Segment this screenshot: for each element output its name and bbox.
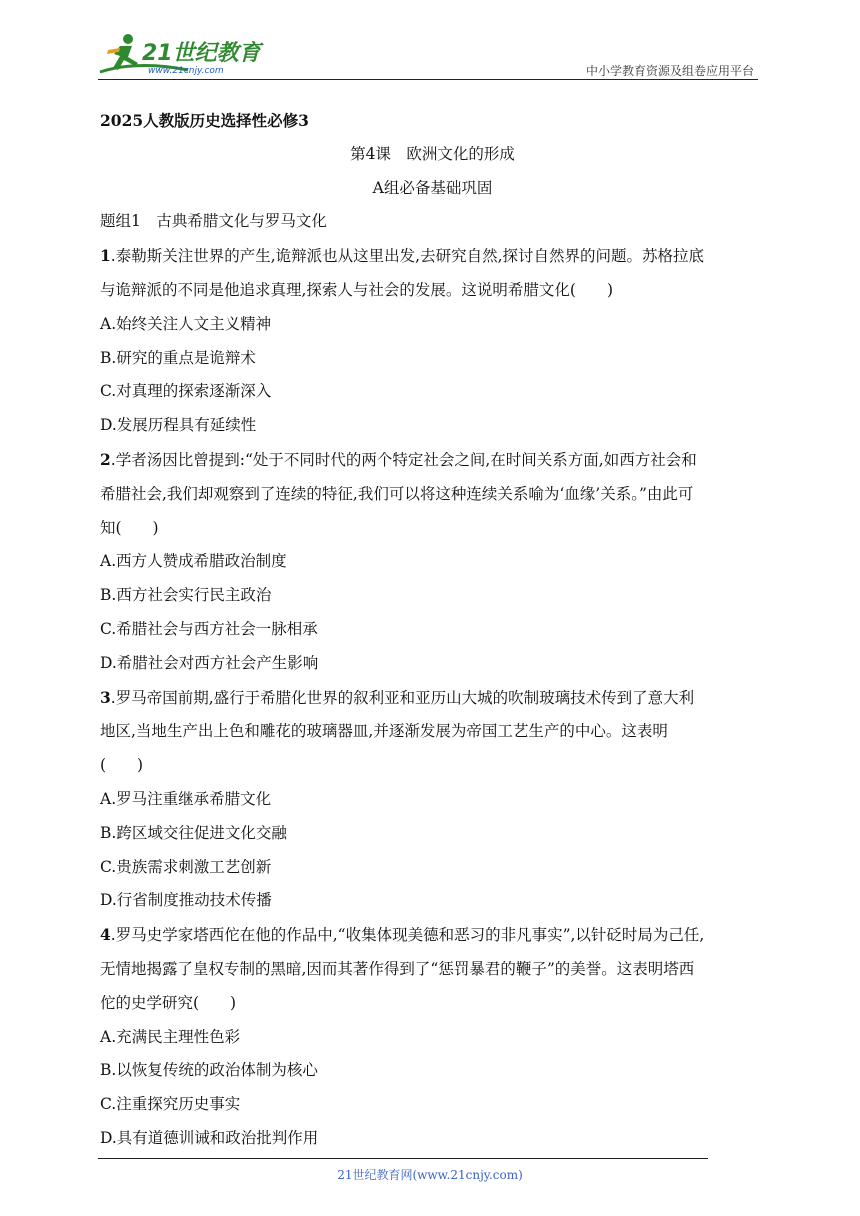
group-title: A组必备基础巩固: [372, 178, 493, 197]
question-stem-line: ( ): [100, 756, 144, 775]
option-d[interactable]: D.希腊社会对西方社会产生影响: [100, 653, 319, 672]
question-number: 3: [100, 687, 111, 707]
option-d[interactable]: D.具有道德训诫和政治批判作用: [100, 1128, 319, 1147]
option-b[interactable]: B.以恢复传统的政治体制为核心: [100, 1061, 318, 1080]
question-stem-line: 与诡辩派的不同是他追求真理,探索人与社会的发展。这说明希腊文化( ): [100, 280, 614, 299]
document-title: 2025人教版历史选择性必修3: [100, 111, 309, 130]
question-stem-line: 希腊社会,我们却观察到了连续的特征,我们可以将这种连续关系喻为‘血缘’关系。”由此可: [100, 484, 694, 503]
question-2: [100, 443, 765, 681]
footer-source-link[interactable]: 21世纪教育网(www.21cnjy.com): [337, 1168, 523, 1182]
page-header: [98, 30, 758, 78]
lesson-title: 第4课 欧洲文化的形成: [350, 144, 515, 163]
platform-tagline: 中小学教育资源及组卷应用平台: [585, 64, 754, 78]
question-3: [100, 681, 765, 919]
option-d[interactable]: D.行省制度推动技术传播: [100, 891, 272, 910]
logo-url: www.21cnjy.com: [148, 66, 224, 76]
question-stem-line: 知( ): [100, 518, 159, 537]
option-a[interactable]: A.罗马注重继承希腊文化: [100, 789, 272, 808]
option-d[interactable]: D.发展历程具有延续性: [100, 416, 257, 435]
option-c[interactable]: C.希腊社会与西方社会一脉相承: [100, 619, 318, 638]
question-number: 2: [100, 449, 111, 469]
question-stem-line: .学者汤因比曾提到:“处于不同时代的两个特定社会之间,在时间关系方面,如西方社会和: [110, 450, 697, 469]
document-body: [100, 104, 765, 1156]
option-b[interactable]: B.研究的重点是诡辩术: [100, 348, 256, 367]
question-number: 1: [100, 246, 111, 266]
option-a[interactable]: A.西方人赞成希腊政治制度: [100, 552, 287, 571]
logo-text: 21世纪教育: [142, 41, 261, 66]
header-divider: [98, 79, 758, 80]
question-number: 4: [100, 925, 111, 945]
option-c[interactable]: C.对真理的探索逐渐深入: [100, 382, 272, 401]
section-title: 题组1 古典希腊文化与罗马文化: [100, 212, 327, 231]
option-c[interactable]: C.注重探究历史事实: [100, 1095, 241, 1114]
option-b[interactable]: B.西方社会实行民主政治: [100, 586, 272, 605]
option-a[interactable]: A.充满民主理性色彩: [100, 1027, 241, 1046]
question-stem-line: 地区,当地生产出上色和雕花的玻璃器皿,并逐渐发展为帝国工艺生产的中心。这表明: [100, 722, 668, 741]
question-stem-line: .泰勒斯关注世界的产生,诡辩派也从这里出发,去研究自然,探讨自然界的问题。苏格拉底: [110, 247, 705, 266]
footer-divider: [98, 1158, 708, 1159]
question-1: [100, 239, 765, 443]
brand-logo: [98, 30, 268, 76]
question-stem-line: .罗马帝国前期,盛行于希腊化世界的叙利亚和亚历山大城的吹制玻璃技术传到了意大利: [110, 688, 695, 707]
question-4: [100, 918, 765, 1156]
runner-logo-icon: [98, 30, 268, 76]
option-b[interactable]: B.跨区域交往促进文化交融: [100, 823, 287, 842]
question-stem-line: 佗的史学研究( ): [100, 993, 237, 1012]
question-stem-line: .罗马史学家塔西佗在他的作品中,“收集体现美德和恶习的非凡事实”,以针砭时局为己任,: [110, 926, 705, 945]
option-a[interactable]: A.始终关注人文主义精神: [100, 314, 272, 333]
question-stem-line: 无情地揭露了皇权专制的黑暗,因而其著作得到了“惩罚暴君的鞭子”的美誉。这表明塔西: [100, 959, 695, 978]
option-c[interactable]: C.贵族需求刺激工艺创新: [100, 857, 272, 876]
